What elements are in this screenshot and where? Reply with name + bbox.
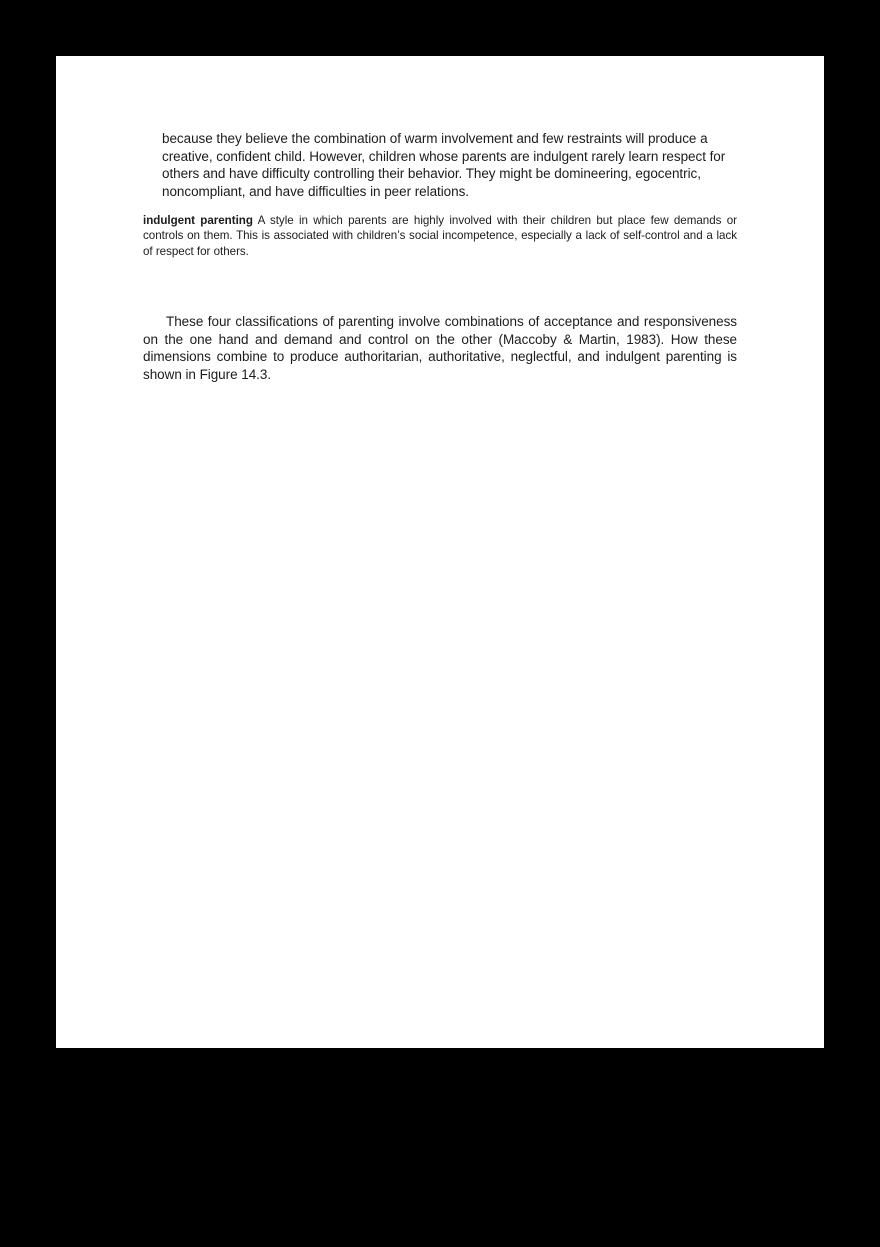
document-page xyxy=(56,56,824,1048)
paragraph-continuation: because they believe the combination of warm involvement and few restraints will produce a creative, confident child. However, children whose parents are indulgent rarely learn respect for others and have difficulty controlling their behavior. They might be domineering, egocentric, noncompliant, and have difficulties in peer relations. xyxy=(162,131,726,199)
paragraph-body: These four classifications of parenting involve combinations of acceptance and responsiveness on the one hand and demand and control on the other (Maccoby & Martin, 1983). How these dimensions combine to produce authoritarian, authoritative, neglectful, and indulgent parenting is shown in Figure 14.3. xyxy=(143,314,737,383)
definition-term: indulgent parenting xyxy=(143,214,253,227)
definition-body: A style in which parents are highly involved with their children but place few demands or controls on them. This is associated with children’s social incompetence, especially a lack of self-control and a lack of respect for others. xyxy=(143,214,737,258)
paragraph-definition xyxy=(143,213,737,259)
